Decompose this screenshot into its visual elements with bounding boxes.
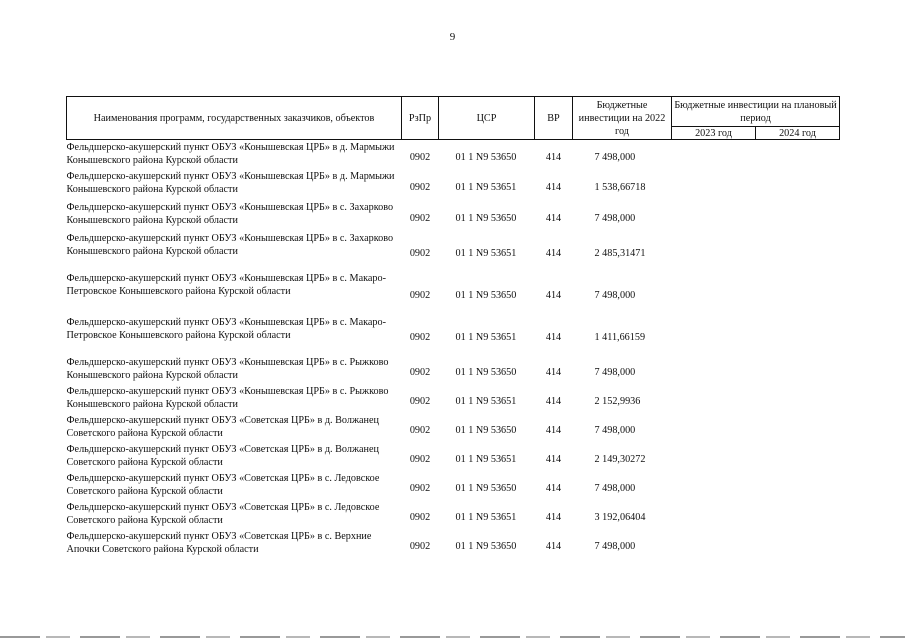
header-plan-period: Бюджетные инвестиции на плановый период [672, 97, 840, 127]
rzpr-code: 0902 [409, 453, 431, 465]
vr-code: 414 [545, 248, 562, 259]
investment-2022: 1 411,66159 [594, 332, 646, 343]
investment-table [66, 96, 840, 558]
rzpr-code: 0902 [409, 395, 431, 407]
object-name: Фельдшерско-акушерский пункт ОБУЗ «Конышевская ЦРБ» в с. Рыжково Конышевского района Курской области [66, 356, 389, 381]
table-row [67, 271, 840, 315]
vr-code: 414 [545, 332, 562, 343]
csr-code: 01 1 N9 53651 [455, 395, 517, 407]
investment-2024 [756, 442, 840, 471]
table-row [67, 315, 840, 355]
object-name: Фельдшерско-акушерский пункт ОБУЗ «Советская ЦРБ» в с. Верхние Апочки Советского района Курской области [66, 530, 372, 555]
investment-2022: 2 149,30272 [594, 453, 646, 465]
investment-2023 [672, 231, 756, 271]
vr-code: 414 [545, 395, 562, 407]
scan-edge [0, 636, 905, 638]
object-name: Фельдшерско-акушерский пункт ОБУЗ «Советская ЦРБ» в с. Ледовское Советского района Курской области [66, 501, 380, 526]
investment-2023 [672, 471, 756, 500]
table-header [67, 97, 840, 140]
rzpr-code: 0902 [409, 482, 431, 494]
investment-2024 [756, 200, 840, 231]
vr-code: 414 [545, 511, 562, 523]
rzpr-code: 0902 [409, 290, 431, 301]
investment-2023 [672, 200, 756, 231]
rzpr-code: 0902 [409, 366, 431, 378]
vr-code: 414 [545, 181, 562, 193]
investment-2024 [756, 413, 840, 442]
rzpr-code: 0902 [409, 248, 431, 259]
rzpr-code: 0902 [409, 181, 431, 193]
table-row [67, 529, 840, 558]
investment-2023 [672, 169, 756, 200]
investment-2022: 7 498,000 [594, 212, 636, 224]
table-row [67, 200, 840, 231]
object-name: Фельдшерско-акушерский пункт ОБУЗ «Советская ЦРБ» в с. Ледовское Советского района Курской области [66, 472, 380, 497]
investment-2024 [756, 500, 840, 529]
csr-code: 01 1 N9 53651 [455, 511, 517, 523]
investment-2022: 1 538,66718 [594, 181, 646, 193]
investment-2022: 7 498,000 [594, 424, 636, 436]
table-body [67, 140, 840, 558]
table-row [67, 471, 840, 500]
rzpr-code: 0902 [409, 511, 431, 523]
investment-2023 [672, 140, 756, 169]
csr-code: 01 1 N9 53650 [455, 482, 517, 494]
csr-code: 01 1 N9 53650 [455, 212, 517, 224]
vr-code: 414 [545, 482, 562, 494]
rzpr-code: 0902 [409, 151, 431, 163]
investment-2023 [672, 413, 756, 442]
csr-code: 01 1 N9 53651 [455, 453, 517, 465]
investment-2022: 7 498,000 [594, 290, 636, 301]
table-row [67, 140, 840, 169]
investment-2022: 7 498,000 [594, 540, 636, 552]
object-name: Фельдшерско-акушерский пункт ОБУЗ «Конышевская ЦРБ» в д. Мармыжи Конышевского района Курской области [66, 142, 395, 166]
header-2024: 2024 год [756, 127, 840, 140]
header-rzpr: РзПр [402, 97, 439, 140]
investment-2023 [672, 271, 756, 315]
rzpr-code: 0902 [409, 212, 431, 224]
object-name: Фельдшерско-акушерский пункт ОБУЗ «Советская ЦРБ» в д. Волжанец Советского района Курской области [66, 443, 379, 468]
object-name: Фельдшерско-акушерский пункт ОБУЗ «Конышевская ЦРБ» в с. Захарково Конышевского района Курской области [66, 232, 394, 257]
object-name: Фельдшерско-акушерский пункт ОБУЗ «Советская ЦРБ» в д. Волжанец Советского района Курской области [66, 414, 379, 439]
investment-2022: 2 485,31471 [594, 248, 646, 259]
object-name: Фельдшерско-акушерский пункт ОБУЗ «Конышевская ЦРБ» в с. Макаро-Петровское Конышевского района Курской области [66, 272, 386, 297]
csr-code: 01 1 N9 53650 [455, 151, 517, 163]
investment-2023 [672, 442, 756, 471]
header-name: Наименования программ, государственных заказчиков, объектов [67, 97, 402, 140]
csr-code: 01 1 N9 53651 [455, 332, 517, 343]
investment-2024 [756, 271, 840, 315]
investment-2022: 7 498,000 [594, 482, 636, 494]
csr-code: 01 1 N9 53651 [455, 181, 517, 193]
header-2023: 2023 год [672, 127, 756, 140]
investment-2024 [756, 529, 840, 558]
investment-2024 [756, 140, 840, 169]
investment-2024 [756, 169, 840, 200]
rzpr-code: 0902 [409, 332, 431, 343]
table-row [67, 231, 840, 271]
investment-2024 [756, 315, 840, 355]
object-name: Фельдшерско-акушерский пункт ОБУЗ «Конышевская ЦРБ» в с. Рыжково Конышевского района Курской области [66, 385, 389, 410]
page-number: 9 [449, 31, 456, 43]
investment-2022: 7 498,000 [594, 151, 636, 163]
table-row [67, 355, 840, 384]
investment-2023 [672, 384, 756, 413]
investment-2022: 7 498,000 [594, 366, 636, 378]
csr-code: 01 1 N9 53650 [455, 424, 517, 436]
vr-code: 414 [545, 366, 562, 378]
table-row [67, 384, 840, 413]
investment-2024 [756, 231, 840, 271]
csr-code: 01 1 N9 53650 [455, 540, 517, 552]
table-row [67, 500, 840, 529]
investment-2024 [756, 471, 840, 500]
investment-2024 [756, 355, 840, 384]
investment-2022: 2 152,9936 [594, 395, 641, 407]
investment-2023 [672, 529, 756, 558]
table-row [67, 442, 840, 471]
investment-2023 [672, 500, 756, 529]
header-csr: ЦСР [439, 97, 535, 140]
object-name: Фельдшерско-акушерский пункт ОБУЗ «Конышевская ЦРБ» в с. Захарково Конышевского района Курской области [66, 201, 394, 226]
vr-code: 414 [545, 540, 562, 552]
vr-code: 414 [545, 212, 562, 224]
vr-code: 414 [545, 424, 562, 436]
investment-2023 [672, 315, 756, 355]
object-name: Фельдшерско-акушерский пункт ОБУЗ «Конышевская ЦРБ» в д. Мармыжи Конышевского района Курской области [66, 170, 395, 195]
rzpr-code: 0902 [409, 540, 431, 552]
vr-code: 414 [545, 290, 562, 301]
investment-2022: 3 192,06404 [594, 511, 646, 523]
investment-2023 [672, 355, 756, 384]
csr-code: 01 1 N9 53650 [455, 290, 517, 301]
csr-code: 01 1 N9 53651 [455, 248, 517, 259]
header-vr: ВР [535, 97, 573, 140]
csr-code: 01 1 N9 53650 [455, 366, 517, 378]
rzpr-code: 0902 [409, 424, 431, 436]
header-inv2022: Бюджетные инвестиции на 2022 год [573, 97, 672, 140]
table-row [67, 169, 840, 200]
vr-code: 414 [545, 453, 562, 465]
investment-2024 [756, 384, 840, 413]
table-row [67, 413, 840, 442]
object-name: Фельдшерско-акушерский пункт ОБУЗ «Конышевская ЦРБ» в с. Макаро-Петровское Конышевского района Курской области [66, 316, 386, 341]
vr-code: 414 [545, 151, 562, 163]
